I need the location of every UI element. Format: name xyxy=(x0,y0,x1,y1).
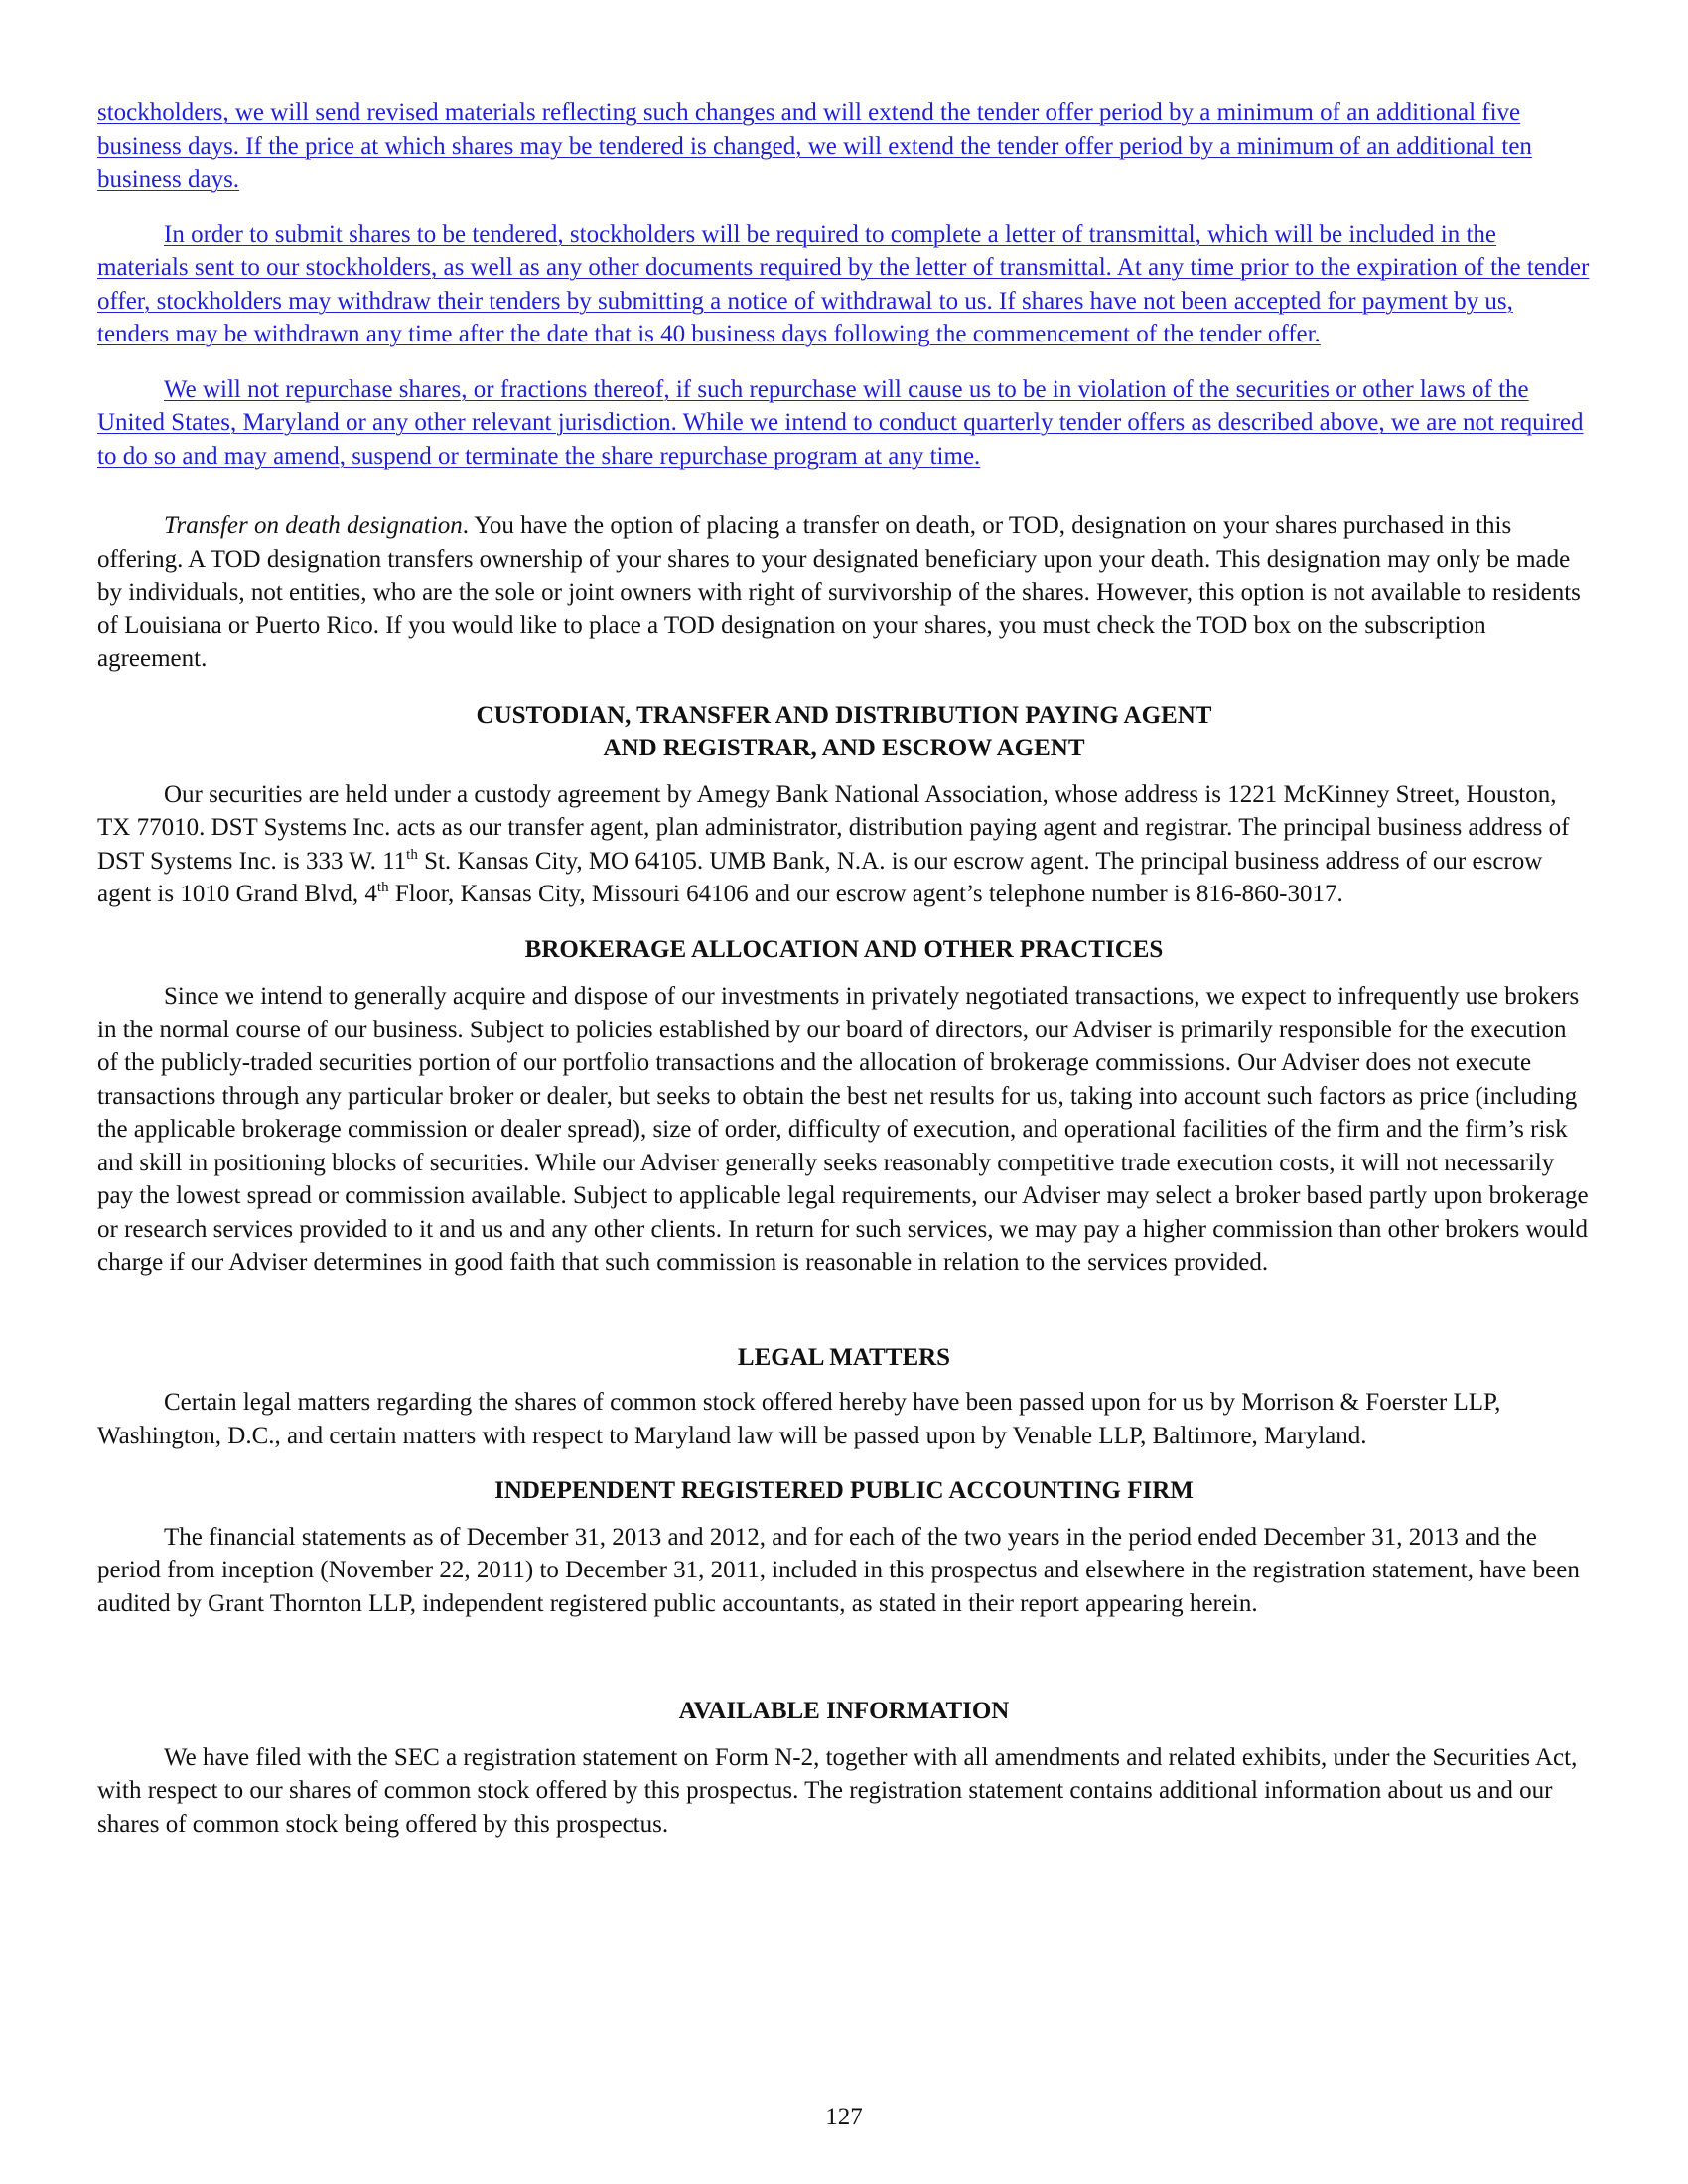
custodian-text-1: Our securities are held under a custody agreement by Amegy Bank National Association, whose address is 1221 McKinney Street, Houston, TX 77010. DST Systems Inc. acts as our transfer agent, plan administrator, distribution paying agent and registrar. The principal business address of DST Systems Inc. is 333 W. 11 xyxy=(97,780,1570,875)
available-information-heading: AVAILABLE INFORMATION xyxy=(678,1698,1010,1724)
brokerage-paragraph: Since we intend to generally acquire and dispose of our investments in privately negotiated transactions, we expect to infrequently use brokers in the normal course of our business. Subject to policies established by our board of directors, our Adviser is primarily responsible for the execution of the publicly-traded securities portion of our portfolio transactions and the allocation of brokerage commissions. Our Adviser does not execute transactions through any particular broker or dealer, but seeks to obtain the best net results for us, taking into account such factors as price (including the applicable brokerage commission or dealer spread), size of order, difficulty of execution, and operational facilities of the firm and the firm’s risk and skill in positioning blocks of securities. While our Adviser generally seeks reasonably competitive trade execution costs, it will not necessarily pay the lowest spread or commission available. Subject to applicable legal requirements, our Adviser may select a broker based partly upon brokerage or research services provided to it and us and any other clients. In return for such services, we may pay a higher commission than other brokers would charge if our Adviser determines in good faith that such commission is reasonable in relation to the services provided. xyxy=(97,983,1589,1276)
tod-text: . You have the option of placing a transfer on death, or TOD, designation on your shares purchased in this offering. A TOD designation transfers ownership of your shares to your designated beneficiary upon your death. This designation may only be made by individuals, not entities, who are the sole or joint owners with right of survivorship of the shares. However, this option is not available to residents of Louisiana or Puerto Rico. If you would like to place a TOD designation on your shares, you must check the TOD box on the subscription agreement. xyxy=(97,512,1581,672)
legal-matters-heading: LEGAL MATTERS xyxy=(737,1343,951,1371)
accounting-firm-paragraph: The financial statements as of December 31, 2013 and 2012, and for each of the two years in the period ended December 31, 2013 and the period from inception (November 22, 2011) to December 31, 2011, included in this prospectus and elsewhere in the registration statement, have been audited by Grant Thornton LLP, independent registered public accountants, as stated in their report appearing herein. xyxy=(97,1523,1580,1617)
tod-lead: Transfer on death designation xyxy=(164,512,463,539)
tender-offer-paragraph-1[interactable]: stockholders, we will send revised materials reflecting such changes and will extend the tender offer period by a minimum of an additional five business days. If the price at which shares may be tendered is changed, we will extend the tender offer period by a minimum of an additional ten business days. xyxy=(97,99,1532,193)
custodian-sup-1: th xyxy=(406,846,418,863)
custodian-heading-line-1: CUSTODIAN, TRANSFER AND DISTRIBUTION PAYING AGENT xyxy=(476,701,1212,729)
tender-offer-paragraph-3[interactable]: We will not repurchase shares, or fractions thereof, if such repurchase will cause us to be in violation of the securities or other laws of the United States, Maryland or any other relevant jurisdiction. While we intend to conduct quarterly tender offers as described above, we are not required to do so and may amend, suspend or terminate the share repurchase program at any time. xyxy=(97,375,1584,470)
custodian-paragraph xyxy=(97,778,1591,911)
legal-matters-paragraph: Certain legal matters regarding the shares of common stock offered hereby have been passed upon for us by Morrison & Foerster LLP, Washington, D.C., and certain matters with respect to Maryland law will be passed upon by Venable LLP, Baltimore, Maryland. xyxy=(97,1389,1501,1449)
custodian-heading-line-2: AND REGISTRAR, AND ESCROW AGENT xyxy=(603,735,1085,761)
available-information-paragraph: We have filed with the SEC a registration statement on Form N-2, together with all amendments and related exhibits, under the Securities Act, with respect to our shares of common stock offered by this prospectus. The registration statement contains additional information about us and our shares of common stock being offered by this prospectus. xyxy=(97,1743,1578,1838)
accounting-firm-heading: INDEPENDENT REGISTERED PUBLIC ACCOUNTING FIRM xyxy=(494,1477,1194,1504)
custodian-sup-2: th xyxy=(376,880,389,895)
page-number: 127 xyxy=(825,2104,863,2130)
custodian-text-3: Floor, Kansas City, Missouri 64106 and our escrow agent’s telephone number is 816-860-3017. xyxy=(388,881,1343,907)
custodian-text-2: St. Kansas City, MO 64105. UMB Bank, N.A. is our escrow agent. The principal business address of our escrow agent is 1010 Grand Blvd, 4 xyxy=(97,847,1543,907)
tender-offer-paragraph-2[interactable]: In order to submit shares to be tendered, stockholders will be required to complete a letter of transmittal, which will be included in the materials sent to our stockholders, as well as any other documents required by the letter of transmittal. At any time prior to the expiration of the tender offer, stockholders may withdraw their tenders by submitting a notice of withdrawal to us. If shares have not been accepted for payment by us, tenders may be withdrawn any time after the date that is 40 business days following the commencement of the tender offer. xyxy=(97,220,1590,347)
brokerage-heading: BROKERAGE ALLOCATION AND OTHER PRACTICES xyxy=(524,935,1164,963)
tod-paragraph xyxy=(97,509,1591,676)
